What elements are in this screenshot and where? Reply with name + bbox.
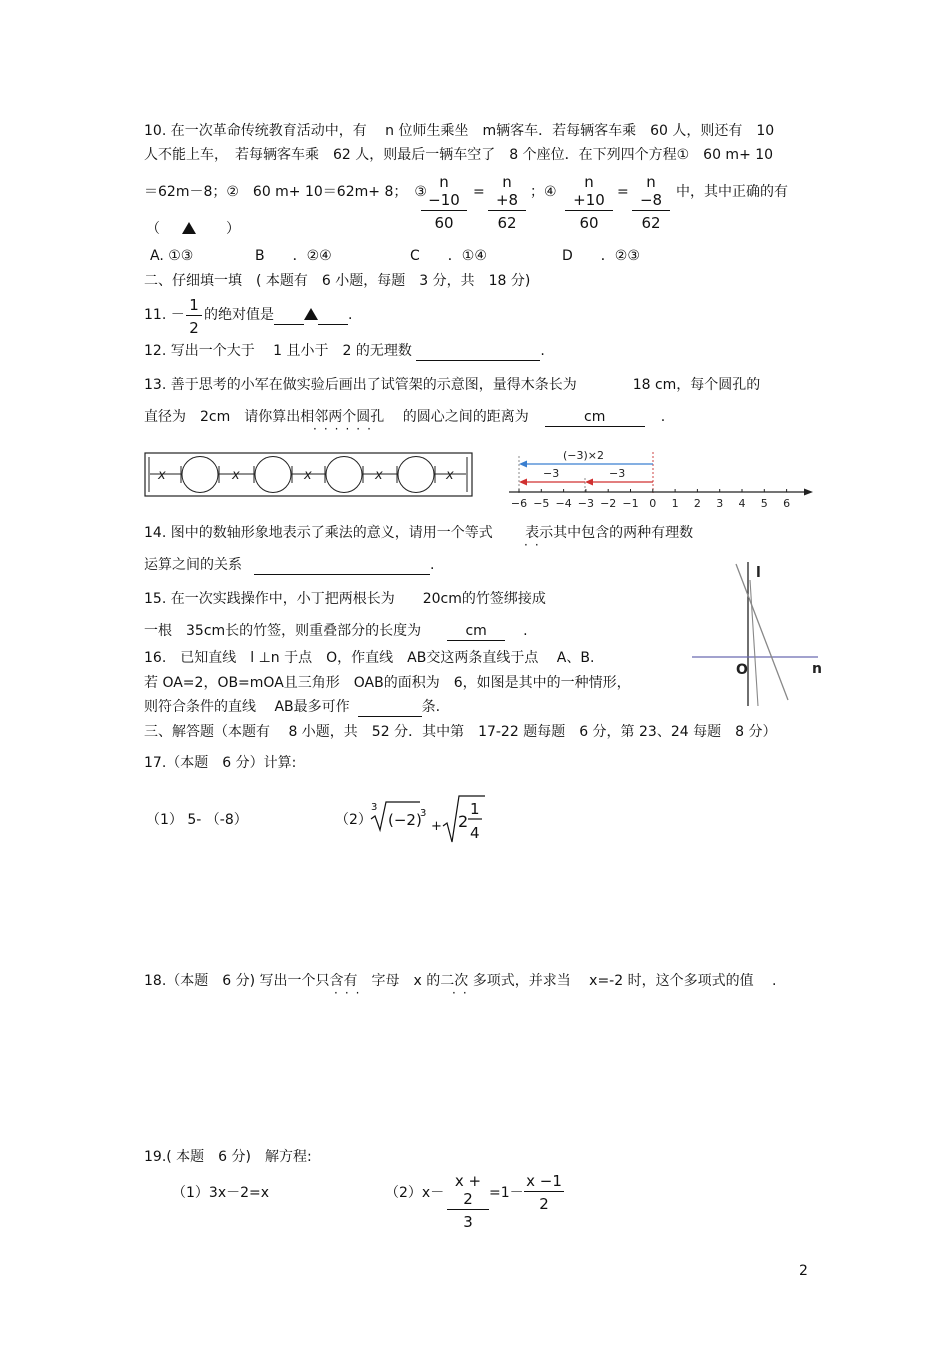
answer-triangle-icon xyxy=(182,222,196,234)
cube-root-index: 3 xyxy=(371,802,378,813)
origin-o-label: O xyxy=(736,662,748,678)
page-number: 2 xyxy=(799,1263,808,1279)
q10-equals-1: = xyxy=(473,184,485,200)
q10-fraction-1: $\frac{n -10}{60}$ xyxy=(421,173,467,232)
q12-line: 12. 写出一个大于 1 且小于 2 的无理数 . xyxy=(144,343,545,359)
q19-part2-label: （2）x－ xyxy=(385,1185,445,1201)
q10-fraction-4: $\frac{n -8}{62}$ xyxy=(632,173,670,232)
q17-title: 17.（本题 6 分）计算: xyxy=(144,755,297,771)
q18-emphasis-dots: ··· xyxy=(334,986,367,1000)
q13-emphasis-dots: ······ xyxy=(313,422,378,436)
q10-option-b: B ．②④ xyxy=(255,248,332,264)
numline-product-label: (−3)×2 xyxy=(563,449,605,462)
section-2-heading: 二、仔细填一填 ( 本题有 6 小题，每题 3 分，共 18 分) xyxy=(144,273,531,289)
plus-sign: + xyxy=(431,819,442,834)
q10-equals-2: = xyxy=(617,184,629,200)
radicand: (−2) xyxy=(388,811,422,829)
q18-text: 18.（本题 6 分) 写出一个只含有 字母 x 的二次 多项式，并求当 x=-2 时，这个多项式的值 . xyxy=(144,973,777,989)
q10-answer-paren: （ ） xyxy=(146,221,240,237)
q17-part2-label: （2） xyxy=(335,812,372,828)
test-tube-rack-figure xyxy=(144,452,474,498)
q11-fraction: $\frac{1}{2}$ xyxy=(186,296,202,337)
q19-middle: =1－ xyxy=(489,1185,524,1201)
q19-fraction-2: $\frac{x -1}{2}$ xyxy=(524,1172,564,1213)
numline-tick-label: 1 xyxy=(671,497,679,510)
mixed-numerator: 1 xyxy=(470,800,480,818)
q15-line2: 一根 35cm长的竹签，则重叠部分的长度为 cm . xyxy=(144,623,528,639)
numline-tick-label: 3 xyxy=(716,497,724,510)
q11-prefix: 11. － xyxy=(144,307,185,323)
q16-line1: 16. 已知直线 l ⊥n 于点 O，作直线 AB交这两条直线于点 A、B. xyxy=(144,650,595,666)
q13-line2: 直径为 2cm 请你算出相邻两个圆孔 的圆心之间的距离为 cm . xyxy=(144,409,666,425)
numline-tick-label: 2 xyxy=(693,497,701,510)
q10-line1: 10. 在一次革命传统教育活动中，有 n 位师生乘坐 m辆客车．若每辆客车乘 60 人，则还有 10 xyxy=(144,123,775,139)
rack-gap-label: x xyxy=(158,468,166,483)
perpendicular-lines-figure xyxy=(690,560,830,710)
q10-fraction-3: $\frac{n +10}{60}$ xyxy=(565,173,613,232)
numline-tick-label: −2 xyxy=(600,497,617,510)
numline-segment-label: −3 xyxy=(609,467,626,480)
mixed-whole: 2 xyxy=(458,812,469,831)
answer-triangle-icon xyxy=(304,308,318,320)
q10-fraction-2: $\frac{n +8}{62}$ xyxy=(488,173,526,232)
q14-line1: 14. 图中的数轴形象地表示了乘法的意义，请用一个等式 表示其中包含的两种有理数 xyxy=(144,525,694,541)
q16-line2: 若 OA=2，OB=mOA且三角形 OAB的面积为 6，如图是其中的一种情形， xyxy=(144,675,631,691)
q19-part1: （1）3x－2=x xyxy=(172,1185,270,1201)
section-3-heading: 三、解答题（本题有 8 小题，共 52 分．其中第 17-22 题每题 6 分，第 23、24 每题 8 分） xyxy=(144,724,777,740)
q14-line2: 运算之间的关系 . xyxy=(144,557,435,573)
q10-option-a: A. ①③ xyxy=(150,248,194,264)
q10-line3: ＝62m－8；② 60 m+ 10＝62m+ 8； ③ xyxy=(144,184,427,200)
numline-tick-label: 6 xyxy=(783,497,791,510)
rack-gap-label: x xyxy=(232,468,240,483)
q16-line3: 则符合条件的直线 AB最多可作 条. xyxy=(144,699,441,715)
rack-gap-label: x xyxy=(375,468,383,483)
numline-tick-label: 0 xyxy=(649,497,657,510)
numline-tick-label: −5 xyxy=(533,497,550,510)
line-l-label: l xyxy=(756,565,761,581)
q13-line1: 13. 善于思考的小军在做实验后画出了试管架的示意图，量得木条长为 18 cm，每个圆孔的 xyxy=(144,377,761,393)
rack-gap-label: x xyxy=(446,468,454,483)
q17-radical-expression xyxy=(368,794,488,850)
q10-line2: 人不能上车， 若每辆客车乘 62 人，则最后一辆车空了 8 个座位．在下列四个方程① 60 m+ 10 xyxy=(144,147,774,163)
numline-tick-label: 5 xyxy=(760,497,768,510)
q15-line1: 15. 在一次实践操作中，小丁把两根长为 20cm的竹签绑接成 xyxy=(144,591,546,607)
number-line-figure xyxy=(505,448,817,514)
q18-emphasis-dots: ·· xyxy=(452,986,474,1000)
numline-tick-label: −1 xyxy=(622,497,639,510)
q10-semicolon: ；④ xyxy=(530,184,557,200)
numline-tick-label: −3 xyxy=(577,497,595,510)
numline-segment-label: −3 xyxy=(543,467,560,480)
q14-emphasis-dots: ·· xyxy=(524,538,546,552)
q17-part1: （1） 5- （-8） xyxy=(146,812,248,828)
q10-option-d: D ．②③ xyxy=(562,248,640,264)
numline-tick-label: 4 xyxy=(738,497,746,510)
rack-gap-label: x xyxy=(304,468,312,483)
numline-tick-label: −4 xyxy=(555,497,572,510)
q10-option-c: C ．①④ xyxy=(410,248,487,264)
q19-title: 19.( 本题 6 分) 解方程: xyxy=(144,1149,312,1165)
q10-tail: 中，其中正确的有 xyxy=(676,184,788,200)
numline-tick-label: −6 xyxy=(510,497,528,510)
mixed-denominator: 4 xyxy=(470,824,480,842)
q19-fraction-1: $\frac{x + 2}{3}$ xyxy=(447,1172,489,1231)
line-n-label: n xyxy=(812,661,822,677)
exponent: 3 xyxy=(420,808,427,819)
q11-suffix: 的绝对值是 . xyxy=(204,307,353,323)
